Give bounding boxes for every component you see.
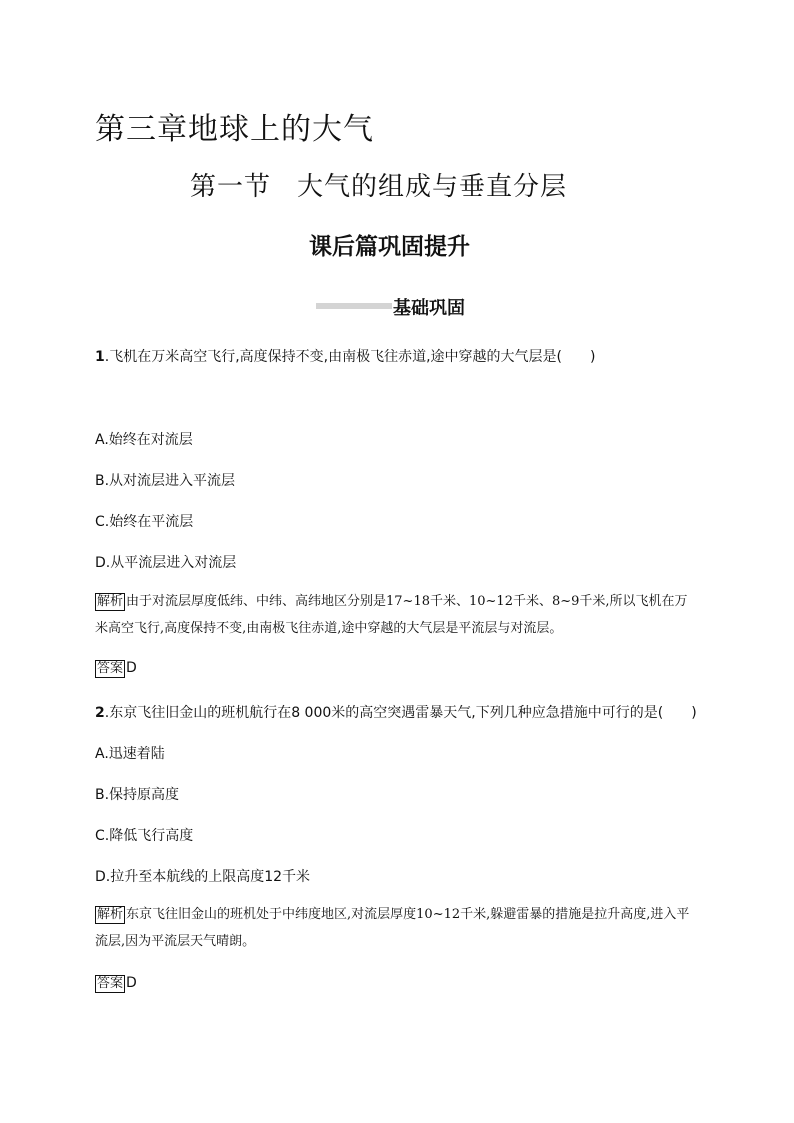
question-1-option-d: D.从平流层进入对流层 xyxy=(95,555,237,571)
question-2-option-d: D.拉升至本航线的上限高度12千米 xyxy=(95,869,311,885)
section-label: 基础巩固 xyxy=(393,298,465,319)
question-1-explanation xyxy=(95,588,700,642)
sub-title: 课后篇巩固提升 xyxy=(309,234,470,260)
answer-tag: 答案 xyxy=(97,661,124,676)
answer-tag: 答案 xyxy=(97,976,124,991)
explanation-text: 东京飞往旧金山的班机处于中纬度地区,对流层厚度10~12千米,躲避雷暴的措施是拉升高度,进入平流层,因为平流层天气晴朗。 xyxy=(95,907,690,949)
question-text: .东京飞往旧金山的班机航行在8 000米的高空突遇雷暴天气,下列几种应急措施中可行的是( ) xyxy=(104,705,697,721)
chapter-title: 第三章地球上的大气 xyxy=(95,112,374,147)
question-1-answer xyxy=(95,660,137,678)
question-1-option-a: A.始终在对流层 xyxy=(95,432,193,448)
question-2-option-a: A.迅速着陆 xyxy=(95,746,165,762)
answer-text: D xyxy=(126,660,137,676)
explanation-text: 由于对流层厚度低纬、中纬、高纬地区分别是17~18千米、10~12千米、8~9千米,所以飞机在万米高空飞行,高度保持不变,由南极飞往赤道,途中穿越的大气层是平流层与对流层。 xyxy=(95,594,688,636)
section-number: 第一节 xyxy=(190,172,272,202)
question-number: 2 xyxy=(95,705,105,721)
question-2-stem xyxy=(95,702,697,722)
section-name: 大气的组成与垂直分层 xyxy=(297,172,568,202)
answer-text: D xyxy=(126,975,137,991)
explanation-tag: 解析 xyxy=(97,907,124,922)
explanation-tag: 解析 xyxy=(97,594,124,609)
question-text: .飞机在万米高空飞行,高度保持不变,由南极飞往赤道,途中穿越的大气层是( ) xyxy=(104,349,596,365)
section-title xyxy=(190,166,567,203)
question-2-option-b: B.保持原高度 xyxy=(95,787,180,803)
section-divider-bar xyxy=(316,303,392,309)
question-2-option-c: C.降低飞行高度 xyxy=(95,828,194,844)
question-2-explanation xyxy=(95,901,700,955)
question-1-stem xyxy=(95,346,595,366)
question-1-option-b: B.从对流层进入平流层 xyxy=(95,473,236,489)
question-number: 1 xyxy=(95,349,105,365)
question-1-option-c: C.始终在平流层 xyxy=(95,514,194,530)
question-2-answer xyxy=(95,975,137,993)
